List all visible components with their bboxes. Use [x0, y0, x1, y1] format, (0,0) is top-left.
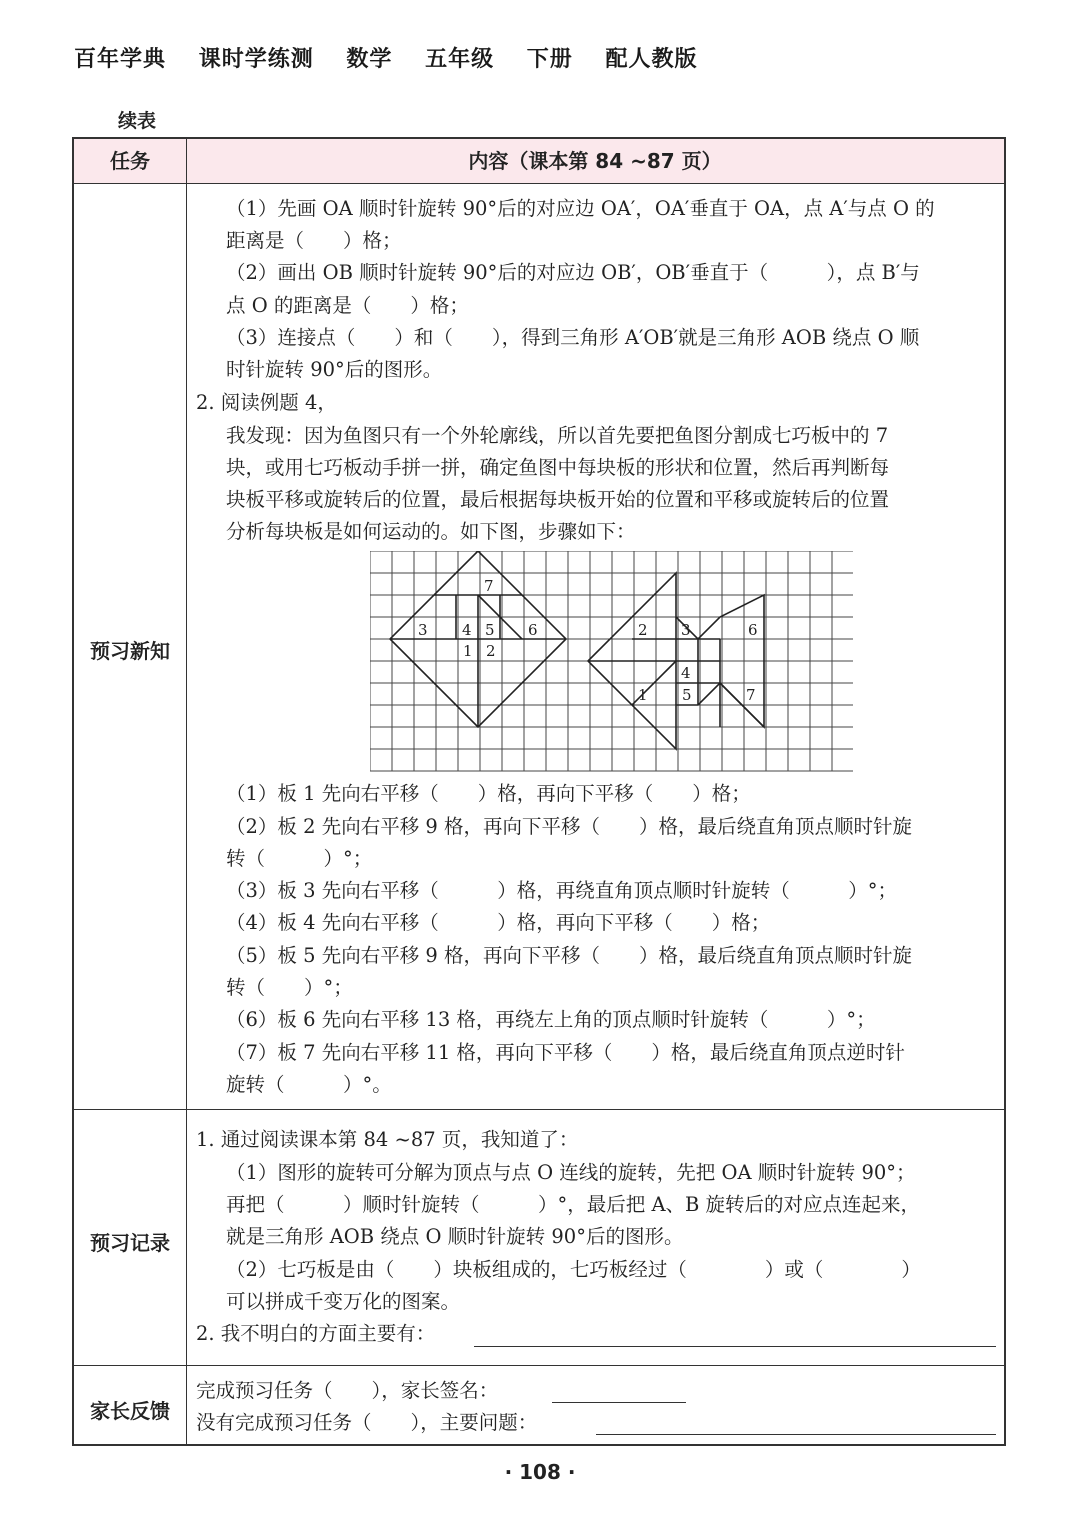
step-line: （4）板 4 先向右平移（ ）格，再向下平移（ ）格； [226, 911, 771, 934]
piece-number: 7 [746, 686, 756, 704]
table-header-row [74, 139, 1004, 183]
piece-number: 6 [748, 621, 758, 639]
header-item: 百年学典 [74, 47, 167, 72]
preview-line: 分析每块板是如何运动的。如下图，步骤如下： [226, 520, 636, 543]
tangram-grid-figure [370, 551, 853, 773]
row-divider [74, 1365, 1004, 1366]
step-line: （2）板 2 先向右平移 9 格，再向下平移（ ）格，最后绕直角顶点顺时针旋 [226, 815, 913, 838]
step-line: 转（ ）°； [226, 847, 373, 870]
row-divider [74, 1109, 1004, 1110]
piece-numbers [418, 577, 758, 704]
piece-number: 6 [528, 621, 538, 639]
piece-number: 1 [463, 642, 473, 660]
preview-line: 距离是（ ）格； [226, 229, 402, 252]
preview-line: （1）先画 OA 顺时针旋转 90°后的对应边 OA′，OA′垂直于 OA，点 A′与点 O 的 [226, 197, 935, 220]
piece-number: 1 [638, 686, 648, 704]
piece-number: 2 [638, 621, 648, 639]
preview-line: 块，或用七巧板动手拼一拼，确定鱼图中每块板的形状和位置，然后再判断每 [226, 456, 890, 479]
piece-number: 5 [682, 686, 692, 704]
header-item: 配人教版 [605, 47, 698, 72]
question-answer-blank[interactable] [474, 1326, 996, 1347]
left-square-figure [390, 551, 566, 727]
record-line: 就是三角形 AOB 绕点 O 顺时针旋转 90°后的图形。 [226, 1225, 684, 1248]
section-label-record: 预习记录 [90, 1231, 170, 1255]
piece-number: 2 [486, 642, 496, 660]
section-label-feedback: 家长反馈 [90, 1399, 170, 1423]
record-line: （2）七巧板是由（ ）块板组成的，七巧板经过（ ）或（ ） [226, 1258, 921, 1281]
header-item: 下册 [526, 47, 573, 72]
page-number: · 108 · [504, 1460, 576, 1484]
row-divider [74, 183, 1004, 184]
preview-line: 块板平移或旋转后的位置，最后根据每块板开始的位置和平移或旋转后的位置 [226, 488, 890, 511]
record-line: 2. 我不明白的方面主要有： [196, 1322, 436, 1345]
record-line: （1）图形的旋转可分解为顶点与点 O 连线的旋转，先把 OA 顺时针旋转 90°； [226, 1161, 916, 1184]
feedback-line: 没有完成预习任务（ ），主要问题： [196, 1411, 538, 1434]
table-continued-label: 续表 [118, 110, 157, 132]
header-item: 课时学练测 [198, 47, 314, 72]
step-line: （6）板 6 先向右平移 13 格，再绕左上角的顶点顺时针旋转（ ）°； [226, 1008, 876, 1031]
step-line: （7）板 7 先向右平移 11 格，再向下平移（ ）格，最后绕直角顶点逆时针 [226, 1041, 905, 1064]
feedback-line: 完成预习任务（ ），家长签名： [196, 1379, 499, 1402]
book-header [74, 42, 721, 73]
piece-number: 7 [484, 577, 494, 595]
step-line: （5）板 5 先向右平移 9 格，再向下平移（ ）格，最后绕直角顶点顺时针旋 [226, 944, 913, 967]
piece-number: 3 [418, 621, 428, 639]
preview-line: 点 O 的距离是（ ）格； [226, 294, 469, 317]
piece-number: 3 [681, 621, 691, 639]
column-header-content: 内容（课本第 84 ~87 页） [468, 149, 722, 173]
preview-line: （2）画出 OB 顺时针旋转 90°后的对应边 OB′，OB′垂直于（ ），点 B′与 [226, 261, 920, 284]
record-line: 1. 通过阅读课本第 84 ~87 页，我知道了： [196, 1128, 579, 1151]
column-divider [186, 139, 187, 1444]
step-line: 旋转（ ）°。 [226, 1073, 392, 1096]
column-header-task: 任务 [110, 149, 150, 173]
piece-number: 4 [462, 621, 472, 639]
main-problem-blank[interactable] [596, 1414, 996, 1435]
step-line: （1）板 1 先向右平移（ ）格，再向下平移（ ）格； [226, 782, 751, 805]
preview-line: 时针旋转 90°后的图形。 [226, 358, 443, 381]
preview-line: 2. 阅读例题 4， [196, 391, 337, 414]
piece-number: 5 [485, 621, 495, 639]
piece-number: 4 [681, 664, 691, 682]
section-label-preview: 预习新知 [90, 639, 170, 663]
parent-signature-blank[interactable] [552, 1382, 686, 1403]
header-item: 五年级 [425, 47, 495, 72]
step-line: （3）板 3 先向右平移（ ）格，再绕直角顶点顺时针旋转（ ）°； [226, 879, 897, 902]
step-line: 转（ ）°； [226, 976, 353, 999]
record-line: 再把（ ）顺时针旋转（ ）°，最后把 A、B 旋转后的对应点连起来， [226, 1193, 921, 1216]
preview-line: （3）连接点（ ）和（ ），得到三角形 A′OB′就是三角形 AOB 绕点 O 顺 [226, 326, 920, 349]
record-line: 可以拼成千变万化的图案。 [226, 1290, 461, 1313]
preview-line: 我发现：因为鱼图只有一个外轮廓线，所以首先要把鱼图分割成七巧板中的 7 [226, 424, 889, 447]
header-item: 数学 [346, 47, 393, 72]
